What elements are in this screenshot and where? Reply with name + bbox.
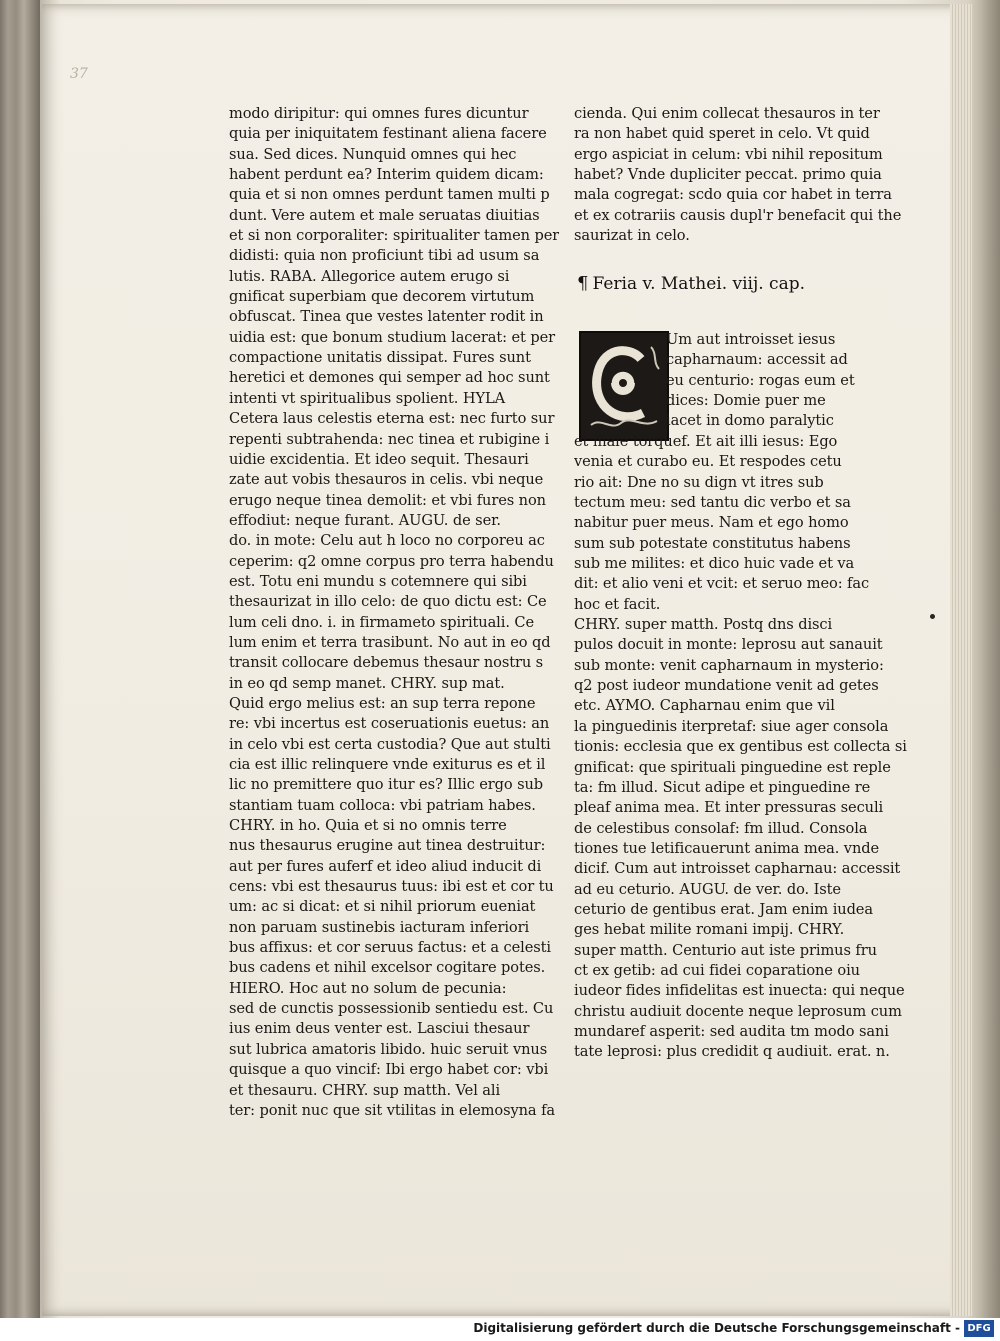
text-line: non paruam sustinebis iacturam inferiori [229,918,530,936]
text-line: ius enim deus venter est. Lasciui thesaur [229,1020,530,1038]
text-line: Um aut introisset iesus [666,331,836,348]
text-line: gnificat superbiam que decorem virtutum [229,288,535,306]
text-line: nabitur puer meus. Nam et ego homo [574,514,849,532]
folio-mark: 37 [70,66,88,82]
text-line: erugo neque tinea demolit: et vbi fures non [229,491,546,509]
right-initial-lines [574,330,910,432]
right-text-column-top [574,104,910,246]
text-line: pulos docuit in monte: leprosu aut sanauit [574,636,883,654]
text-line: thesaurizat in illo celo: de quo dictu est: Ce [229,593,547,611]
text-line: gnificat: que spirituali pinguedine est reple [574,758,891,776]
text-line: iacet in domo paralytic [666,412,834,430]
text-line: sed de cunctis possessionib sentiedu est. Cu [229,1000,554,1018]
left-text-column [229,104,559,1121]
text-line: quia per iniquitatem festinant aliena facere [229,125,547,143]
text-line: quia et si non omnes perdunt tamen multi p [229,186,550,204]
text-line: pleaf anima mea. Et inter pressuras seculi [574,799,884,817]
text-line: est. Totu eni mundu s cotemnere qui sibi [229,572,527,590]
text-line: hoc et facit. [574,595,661,613]
text-line: tate leprosi: plus credidit q audiuit. erat. n. [574,1043,890,1061]
text-line: cienda. Qui enim collecat thesauros in ter [574,105,880,122]
text-line: iudeor fides infidelitas est inuecta: qui neque [574,982,905,1000]
text-line: aut per fures auferf et ideo aliud inducit di [229,857,542,875]
text-line: transit collocare debemus thesaur nostru s [229,654,544,672]
text-line: compactione unitatis dissipat. Fures sunt [229,349,531,367]
text-line: zate aut vobis thesauros in celis. vbi neque [229,471,544,489]
dfg-logo-icon: DFG [964,1320,994,1337]
text-line: CHRY. in ho. Quia et si no omnis terre [229,817,507,835]
text-line: lum enim et terra trasibunt. No aut in eo qd [229,633,551,651]
text-line: bus affixus: et cor seruus factus: et a celesti [229,939,551,957]
text-line: cia est illic relinquere vnde exiturus es et il [229,756,546,773]
text-line: super matth. Centurio aut iste primus fru [574,941,877,959]
text-line: saurizat in celo. [574,227,690,245]
text-line: do. in mote: Celu aut h loco no corporeu ac [229,532,545,550]
text-line: HIERO. Hoc aut no solum de pecunia: [229,979,507,997]
text-line: stantiam tuam colloca: vbi patriam habes. [229,796,536,814]
text-line: et si non corporaliter: spiritualiter tamen per [229,227,559,245]
text-line: effodiut: neque furant. AUGU. de ser. [229,511,501,529]
right-text-column-body [574,432,910,1063]
text-line: tionis: ecclesia que ex gentibus est collecta si [574,738,907,756]
text-line: ct ex getib: ad cui fidei coparatione oiu [574,961,860,979]
text-line: sum sub potestate constitutus habens [574,534,851,552]
text-line: cens: vbi est thesaurus tuus: ibi est et cor tu [229,878,554,896]
text-line: lum celi dno. i. in firmameto spirituali. Ce [229,613,534,631]
text-line: etc. AYMO. Capharnau enim que vil [574,697,835,715]
text-line: repenti subtrahenda: nec tinea et rubigine i [229,430,550,448]
text-line: sut lubrica amatoris libido. huic seruit vnus [229,1040,548,1058]
text-line: Quid ergo melius est: an sup terra repone [229,694,536,712]
text-line: dit: et alio veni et vcit: et seruo meo: fac [574,575,870,593]
section-heading [577,273,907,294]
text-line: sub monte: venit capharnaum in mysterio: [574,656,884,674]
text-line: bus cadens et nihil excelsor cogitare potes. [229,959,546,977]
text-line: dunt. Vere autem et male seruatas diuitias [229,206,540,224]
text-line: re: vbi incertus est coseruationis euetus: an [229,715,550,733]
text-line: mala cogregat: scdo quia cor habet in terra [574,186,892,204]
section-heading-text: Feria v. Mathei. viij. cap. [592,274,806,294]
text-line: lutis. RABA. Allegorice autem erugo si [229,267,510,285]
text-line: rio ait: Dne no su dign vt itres sub [574,473,824,491]
text-line: eu centurio: rogas eum et [666,371,855,389]
text-line: intenti vt spiritualibus spolient. HYLA [229,389,506,407]
text-line: habent perdunt ea? Interim quidem dicam: [229,166,544,184]
text-line: in celo vbi est certa custodia? Que aut stulti [229,735,551,753]
text-line: quisque a quo vincif: Ibi ergo habet cor: vbi [229,1061,549,1079]
text-line: ra non habet quid speret in celo. Vt quid [574,125,870,143]
text-line: dices: Domie puer me [666,392,826,410]
text-line: et thesauru. CHRY. sup matth. Vel ali [229,1081,501,1099]
text-line: dicif. Cum aut introisset capharnau: accessit [574,860,901,878]
text-line: tectum meu: sed tantu dic verbo et sa [574,494,851,512]
text-line: q2 post iudeor mundatione venit ad getes [574,677,879,695]
text-line: ceturio de gentibus erat. Jam enim iudea [574,900,873,918]
page-edges [950,4,972,1316]
text-line: habet? Vnde dupliciter peccat. primo quia [574,166,882,184]
text-line: ges hebat milite romani impij. CHRY. [574,921,845,939]
text-line: ergo aspiciat in celum: vbi nihil repositum [574,145,883,163]
text-line: uidia est: que bonum studium lacerat: et per [229,328,555,346]
text-line: de celestibus consolaf: fm illud. Consola [574,819,868,837]
text-line: uidie excidentia. Et ideo sequit. Thesauri [229,450,529,468]
text-line: capharnaum: accessit ad [666,351,848,369]
text-line: lic no premittere quo itur es? Illic ergo sub [229,776,544,794]
text-line: ceperim: q2 omne corpus pro terra habendu [229,552,554,570]
text-line: CHRY. super matth. Postq dns disci [574,616,833,634]
pilcrow-icon: ¶ [577,273,589,294]
text-line: ad eu ceturio. AUGU. de ver. do. Iste [574,880,841,898]
text-line: Cetera laus celestis eterna est: nec furto sur [229,410,555,428]
footer-bar [0,1318,1000,1341]
text-line: mundaref asperit: sed audita tm modo sani [574,1022,889,1040]
text-line: modo diripitur: qui omnes fures dicuntur [229,105,529,122]
text-line: didisti: quia non proficiunt tibi ad usum sa [229,247,540,265]
text-line: heretici et demones qui semper ad hoc sunt [229,369,550,387]
text-line: tiones tue letificauerunt anima mea. vnde [574,839,880,857]
text-line: sub me milites: et dico huic vade et va [574,555,855,573]
text-line: obfuscat. Tinea que vestes latenter rodit in [229,308,544,326]
text-line: et male torquef. Et ait illi iesus: Ego [574,433,838,450]
text-line: in eo qd semp manet. CHRY. sup mat. [229,674,505,692]
text-line: la pinguedinis iterpretaf: siue ager consola [574,717,889,735]
text-line: venia et curabo eu. Et respodes cetu [574,453,842,471]
text-line: um: ac si dicat: et si nihil priorum eueniat [229,898,536,916]
text-line: ter: ponit nuc que sit vtilitas in elemosyna fa [229,1101,555,1119]
text-line: nus thesaurus erugine aut tinea destruitur: [229,837,546,855]
text-line: ta: fm illud. Sicut adipe et pinguedine re [574,778,871,796]
text-line: christu audiuit docente neque leprosum cum [574,1002,902,1020]
text-line: sua. Sed dices. Nunquid omnes qui hec [229,145,517,163]
ink-stain [930,614,935,619]
footer-text: Digitalisierung gefördert durch die Deutsche Forschungsgemeinschaft - [473,1321,960,1335]
text-line: et ex cotrariis causis dupl'r benefacit qui the [574,206,902,224]
